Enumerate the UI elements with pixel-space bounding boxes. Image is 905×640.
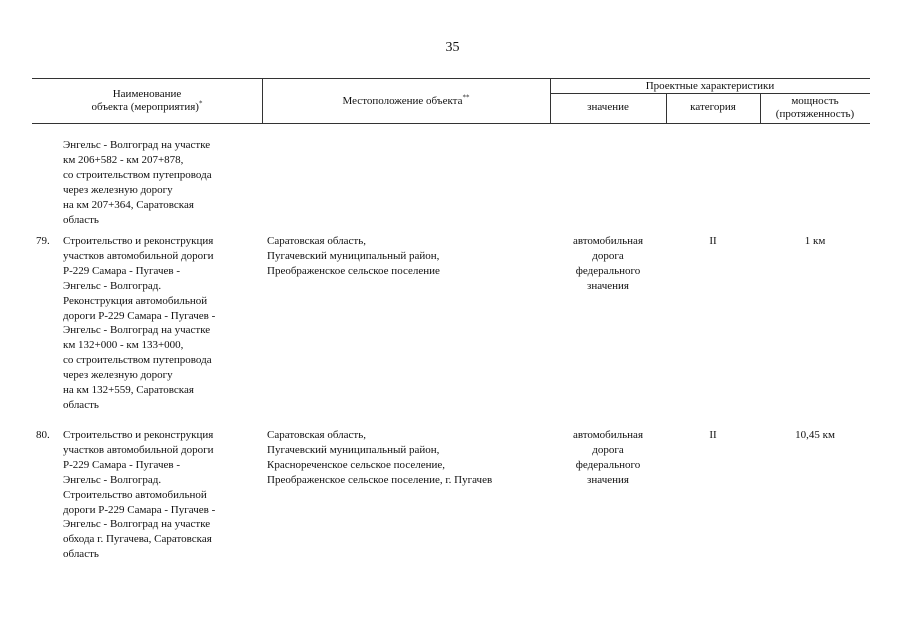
row-name-line: Энгельс - Волгоград на участке: [63, 518, 211, 531]
row-location-line: Саратовская область,: [267, 235, 367, 247]
header-name: [32, 88, 262, 114]
continuation-line: км 206+582 - км 207+878,: [63, 153, 184, 166]
header-location: [262, 95, 550, 108]
header-power-line1: мощность: [791, 95, 839, 107]
header-location-text: Местоположение объекта: [342, 95, 463, 107]
row-name-line: Энгельс - Волгоград на участке: [63, 324, 211, 337]
row-location-line: Преображенское сельское поселение, г. Пугачев: [267, 473, 493, 486]
row-name-line: участков автомобильной дороги: [63, 443, 214, 456]
row-name-line: на км 132+559, Саратовская: [63, 384, 194, 397]
row-name-line: область: [63, 548, 99, 561]
row-name-line: Энгельс - Волгоград.: [63, 279, 162, 292]
header-power-line2: (протяженность): [775, 108, 855, 120]
continuation-line: на км 207+364, Саратовская: [63, 198, 194, 211]
row-name-line: Р-229 Самара - Пугачев -: [63, 264, 180, 277]
header-value: значение: [587, 101, 629, 113]
row-location: [267, 234, 440, 279]
header-name-mark: *: [198, 99, 203, 108]
row-location-line: Краснореченское сельское поселение,: [267, 458, 446, 471]
row-name-line: км 132+000 - км 133+000,: [63, 339, 184, 352]
row-location-line: Пугачевский муниципальный район,: [267, 443, 440, 456]
row-location-line: Саратовская область,: [267, 429, 367, 441]
row-name-line: область: [63, 398, 99, 411]
row-location-line: Преображенское сельское поселение: [267, 264, 440, 277]
row-location-line: Пугачевский муниципальный район,: [267, 249, 440, 262]
continuation-line: область: [63, 213, 99, 226]
row-power: 1 км: [804, 235, 826, 247]
continuation-line: со строительством путепровода: [63, 168, 212, 181]
header-power: [760, 95, 870, 121]
row-name-line: Реконструкция автомобильной: [63, 294, 208, 307]
row-category: II: [709, 235, 717, 247]
header-location-mark: **: [462, 93, 470, 102]
row-category: II: [709, 429, 717, 441]
row-value: [550, 428, 666, 488]
row-location: [267, 428, 492, 488]
row-value-line: значения: [587, 473, 629, 486]
row-name-line: Энгельс - Волгоград.: [63, 473, 162, 486]
row-value-line: значения: [587, 279, 629, 292]
row-name-line: Строительство и реконструкция: [63, 235, 214, 247]
page-number: 35: [445, 40, 460, 55]
row-value-line: автомобильная: [572, 235, 644, 247]
header-name-line2-text: объекта (мероприятия): [91, 101, 199, 113]
header-project-characteristics: Проектные характеристики: [645, 80, 775, 92]
header-top-rule: [32, 78, 870, 79]
row-name-line: участков автомобильной дороги: [63, 249, 214, 262]
continuation-line: Энгельс - Волгоград на участке: [63, 139, 211, 151]
row-name-line: Р-229 Самара - Пугачев -: [63, 458, 180, 471]
row-name-line: дороги Р-229 Самара - Пугачев -: [63, 503, 216, 516]
row-name-line: со строительством путепровода: [63, 354, 212, 367]
header-name-line2: [32, 101, 262, 114]
row-name-line: Строительство и реконструкция: [63, 429, 214, 441]
row-value-line: дорога: [592, 443, 624, 456]
row-power: 10,45 км: [795, 429, 835, 441]
row-name-line: Строительство автомобильной: [63, 488, 207, 501]
row-name: [63, 428, 215, 562]
row-name: [63, 234, 215, 413]
row-value-line: федерального: [575, 458, 641, 471]
row-value-line: автомобильная: [572, 429, 644, 441]
header-category: категория: [690, 101, 736, 113]
row-value: [550, 234, 666, 294]
continuation-name: [63, 138, 212, 227]
row-name-line: дороги Р-229 Самара - Пугачев -: [63, 309, 216, 322]
row-number: 80.: [36, 429, 50, 441]
continuation-line: через железную дорогу: [63, 183, 173, 196]
row-name-line: обхода г. Пугачева, Саратовская: [63, 533, 212, 546]
header-bottom-rule: [32, 123, 870, 124]
row-name-line: через железную дорогу: [63, 369, 173, 382]
row-value-line: федерального: [575, 264, 641, 277]
header-sub-rule: [550, 93, 870, 94]
row-number: 79.: [36, 235, 50, 247]
row-value-line: дорога: [592, 249, 624, 262]
header-name-line1: Наименование: [112, 88, 182, 100]
